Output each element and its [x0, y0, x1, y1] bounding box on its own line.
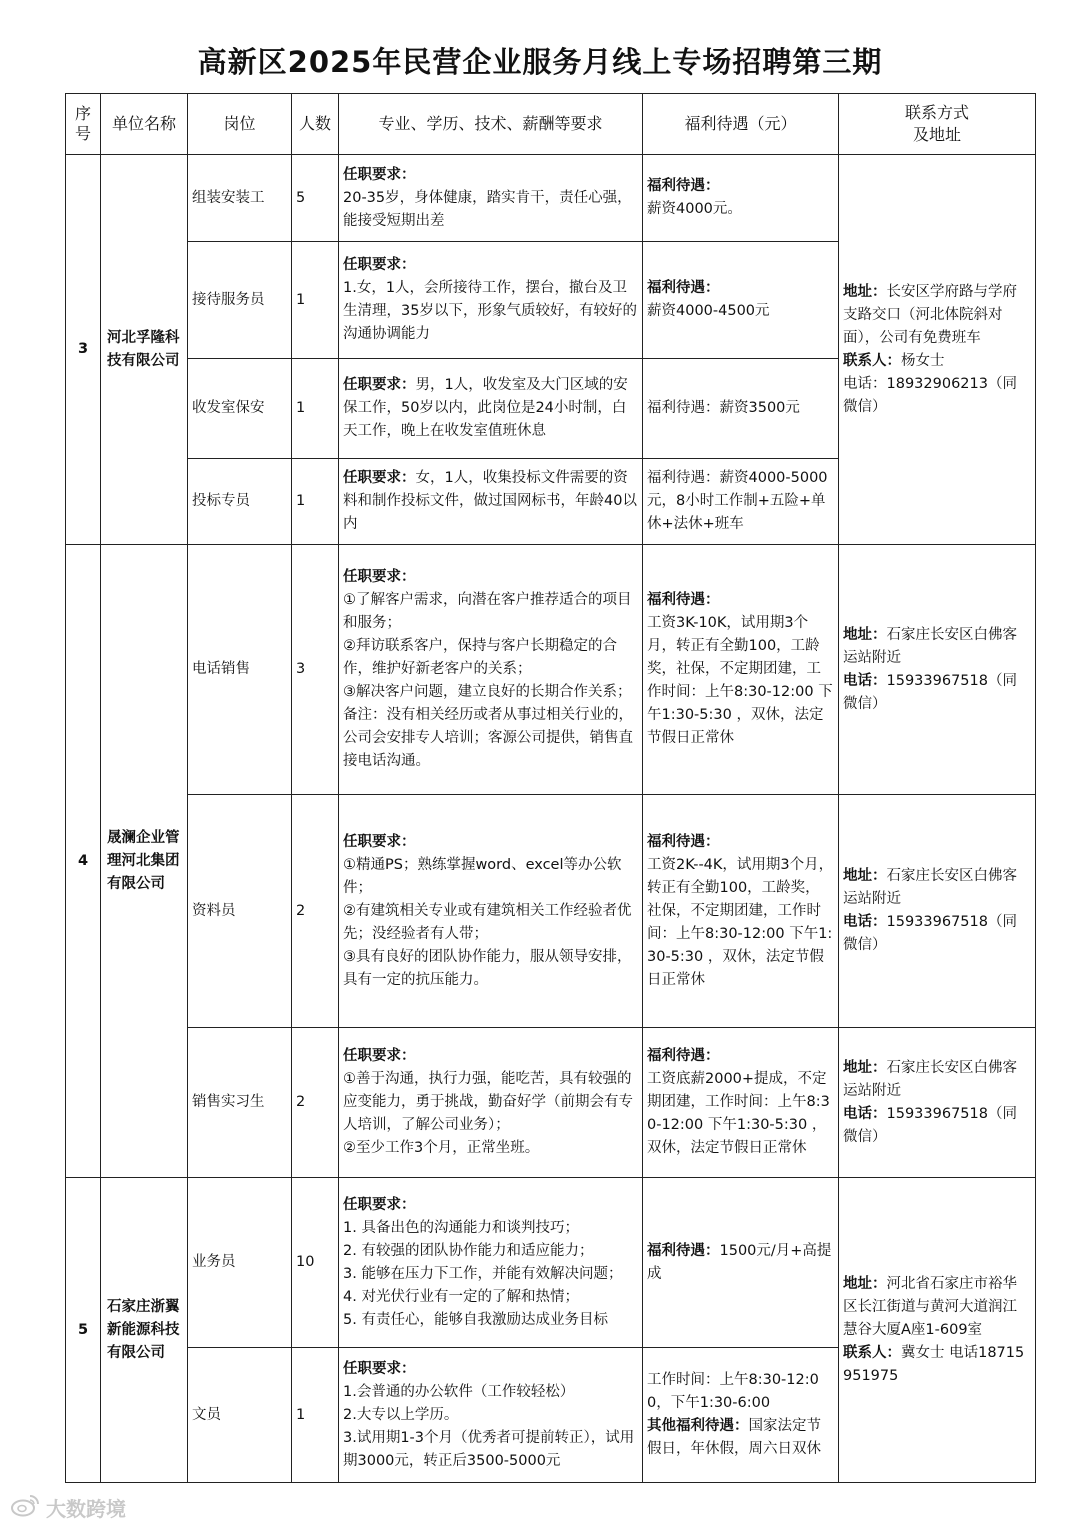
- ben-text: 薪资4000-4500元: [647, 303, 770, 319]
- header-row: [66, 94, 1036, 155]
- count-cell: 2: [292, 1028, 339, 1178]
- position-cell: 销售实习生: [188, 1028, 292, 1178]
- ben-text: 1500元/月+高提成: [647, 1242, 832, 1282]
- req-line: ①了解客户需求，向潜在客户推荐适合的项目和服务；: [343, 592, 632, 631]
- requirements-cell: [339, 795, 643, 1028]
- req-line: 1.会普通的办公软件（工作较轻松）: [343, 1383, 575, 1400]
- req-line: 1. 具备出色的沟通能力和谈判技巧；: [343, 1219, 579, 1236]
- header-contact-line1: 联系方式: [904, 103, 969, 122]
- requirements-cell: [339, 1028, 643, 1178]
- benefits-cell: 福利待遇：薪资3500元: [643, 359, 839, 459]
- req-line: ③解决客户问题，建立良好的长期合作关系；: [343, 684, 632, 700]
- ben-text: 工资3K-10K，试用期3个月，转正有全勤100，工龄奖，社保，不定期团建，工作时间：上午8:30-12:00 下午1:30-5:30 ，双休，法定节假日正常休: [647, 615, 833, 746]
- req-line: ①善于沟通，执行力强，能吃苦，具有较强的应变能力，勇于挑战，勤奋好学（前期会有专人培训，了解公司业务）；: [343, 1071, 633, 1133]
- req-inline: 女，1人，收集投标文件需要的资料和制作投标文件，做过国网标书，年龄40以内: [343, 470, 637, 532]
- req-label: 任职要求：: [343, 166, 416, 183]
- req-line: 5. 有责任心，能够自我激励达成业务目标: [343, 1311, 608, 1328]
- contact-person: 联系人：杨女士: [843, 352, 945, 369]
- table-row: [66, 1178, 1036, 1348]
- table-row: [66, 795, 1036, 1028]
- contact-address: 地址：长安区学府路与学府支路交口（河北体院斜对面），公司有免费班车: [843, 283, 1017, 346]
- benefits-cell: [643, 242, 839, 359]
- count-cell: 3: [292, 545, 339, 795]
- ben-tail: 其他福利待遇：国家法定节假日，年休假，周六日双休: [647, 1418, 821, 1457]
- benefits-cell: [643, 795, 839, 1028]
- req-line: ③具有良好的团队协作能力，服从领导安排，具有一定的抗压能力。: [343, 948, 632, 988]
- ben-text: 工资2K--4K，试用期3个月，转正有全勤100，工龄奖，社保，不定期团建，工作时间：上午8:30-12:00 下午1:30-5:30 ，双休，法定节假日正常休: [647, 856, 834, 988]
- company-name: 河北孚隆科技有限公司: [101, 155, 188, 545]
- count-cell: 10: [292, 1178, 339, 1348]
- contact-phone: 电话：15933967518（同微信）: [843, 914, 1017, 953]
- row-number: 4: [66, 545, 101, 1178]
- req-line: 3.试用期1-3个月（优秀者可提前转正），试用期3000元，转正后3500-5000元: [343, 1429, 635, 1469]
- requirements-cell: [339, 242, 643, 359]
- requirements-cell: [339, 359, 643, 459]
- count-cell: 1: [292, 459, 339, 545]
- count-cell: 5: [292, 155, 339, 242]
- position-cell: 文员: [188, 1348, 292, 1483]
- benefits-cell: [643, 1028, 839, 1178]
- contact-address: 地址：河北省石家庄市裕华区长江街道与黄河大道润江慧谷大厦A座1-609室: [843, 1275, 1017, 1338]
- requirements-cell: [339, 459, 643, 545]
- contact-cell: [839, 545, 1036, 795]
- company-name: 晟澜企业管理河北集团有限公司: [101, 545, 188, 1178]
- ben-label: 福利待遇：: [647, 280, 720, 296]
- req-label: 任职要求：: [343, 1196, 416, 1213]
- position-cell: 组装安装工: [188, 155, 292, 242]
- weibo-logo-icon: [10, 1493, 40, 1522]
- position-cell: 投标专员: [188, 459, 292, 545]
- req-line: 2.大专以上学历。: [343, 1406, 459, 1423]
- count-cell: 1: [292, 1348, 339, 1483]
- count-cell: 1: [292, 359, 339, 459]
- ben-label: 福利待遇：: [647, 1048, 720, 1064]
- req-line: ②拜访联系客户，保持与客户长期稳定的合作，维护好新老客户的关系；: [343, 638, 617, 677]
- row-number: 5: [66, 1178, 101, 1483]
- header-position: 岗位: [188, 94, 292, 155]
- header-benefits: 福利待遇（元）: [643, 94, 839, 155]
- requirements-cell: [339, 545, 643, 795]
- recruitment-table: [65, 93, 1036, 1483]
- ben-text: 工资底薪2000+提成，不定期团建，工作时间：上午8:30-12:00 下午1:30-5:30 ，双休，法定节假日正常休: [647, 1071, 830, 1156]
- contact-phone: 电话：15933967518（同微信）: [843, 1105, 1017, 1145]
- position-cell: 接待服务员: [188, 242, 292, 359]
- table-row: [66, 155, 1036, 242]
- req-label: 任职要求：: [343, 569, 416, 585]
- header-count: 人数: [292, 94, 339, 155]
- contact-cell: [839, 1178, 1036, 1483]
- req-line: ②有建筑相关专业或有建筑相关工作经验者优先；没经验者有人带；: [343, 902, 632, 942]
- ben-text: 薪资4000元。: [647, 201, 742, 217]
- req-line: 20-35岁，身体健康，踏实肯干，责任心强，能接受短期出差: [343, 189, 632, 229]
- ben-label: 福利待遇：: [647, 1242, 720, 1259]
- benefits-cell: [643, 1178, 839, 1348]
- benefits-cell: [643, 1348, 839, 1483]
- watermark: [10, 1493, 126, 1521]
- contact-cell: [839, 155, 1036, 545]
- req-line: 3. 能够在压力下工作，并能有效解决问题；: [343, 1265, 623, 1282]
- table-row: [66, 1028, 1036, 1178]
- contact-address: 地址：石家庄长安区白佛客运站附近: [843, 1059, 1017, 1099]
- req-line: ①精通PS；熟练掌握word、excel等办公软件；: [343, 856, 622, 896]
- position-cell: 收发室保安: [188, 359, 292, 459]
- req-label: 任职要求：: [343, 377, 416, 393]
- benefits-cell: [643, 155, 839, 242]
- requirements-cell: [339, 1178, 643, 1348]
- req-inline: 男，1人，收发室及大门区域的安保工作，50岁以内，此岗位是24小时制，白天工作，晚上在收发室值班休息: [343, 377, 628, 439]
- req-label: 任职要求：: [343, 470, 416, 486]
- req-line: 1.女，1人，会所接待工作，摆台，撤台及卫生清理，35岁以下，形象气质较好，有较好的沟通协调能力: [343, 280, 637, 342]
- header-contact: [839, 94, 1036, 155]
- contact-cell: [839, 795, 1036, 1028]
- position-cell: 业务员: [188, 1178, 292, 1348]
- requirements-cell: [339, 155, 643, 242]
- contact-phone: 电话：15933967518（同微信）: [843, 672, 1017, 712]
- header-contact-line2: 及地址: [912, 125, 961, 144]
- req-label: 任职要求：: [343, 833, 416, 850]
- contact-phone: 电话：18932906213（同微信）: [843, 375, 1017, 415]
- contact-address: 地址：石家庄长安区白佛客运站附近: [843, 626, 1017, 666]
- req-line: ②至少工作3个月，正常坐班。: [343, 1140, 540, 1156]
- requirements-cell: [339, 1348, 643, 1483]
- company-name: 石家庄浙翼新能源科技有限公司: [101, 1178, 188, 1483]
- benefits-cell: 福利待遇：薪资4000-5000元，8小时工作制+五险+单休+法休+班车: [643, 459, 839, 545]
- benefits-cell: [643, 545, 839, 795]
- ben-label: 福利待遇：: [647, 592, 720, 608]
- ben-label: 福利待遇：: [647, 833, 720, 850]
- row-number: 3: [66, 155, 101, 545]
- header-no: 序号: [66, 94, 101, 155]
- contact-person: 联系人：冀女士 电话18715951975: [843, 1344, 1025, 1384]
- req-line: 2. 有较强的团队协作能力和适应能力；: [343, 1242, 594, 1259]
- count-cell: 1: [292, 242, 339, 359]
- count-cell: 2: [292, 795, 339, 1028]
- contact-cell: [839, 1028, 1036, 1178]
- ben-text: 工作时间：上午8:30-12:00，下午1:30-6:00: [647, 1372, 819, 1411]
- ben-label: 福利待遇：: [647, 178, 720, 194]
- req-label: 任职要求：: [343, 1360, 416, 1377]
- req-label: 任职要求：: [343, 257, 416, 273]
- position-cell: 电话销售: [188, 545, 292, 795]
- req-line: 4. 对光伏行业有一定的了解和热情；: [343, 1288, 579, 1305]
- position-cell: 资料员: [188, 795, 292, 1028]
- req-line: 备注：没有相关经历或者从事过相关行业的，公司会安排专人培训；客源公司提供，销售直接电话沟通。: [343, 707, 633, 769]
- req-label: 任职要求：: [343, 1048, 416, 1064]
- header-company: 单位名称: [101, 94, 188, 155]
- header-requirements: 专业、学历、技术、薪酬等要求: [339, 94, 643, 155]
- contact-address: 地址：石家庄长安区白佛客运站附近: [843, 868, 1017, 907]
- page-title: 高新区2025年民营企业服务月线上专场招聘第三期: [197, 45, 883, 79]
- table-row: [66, 545, 1036, 795]
- watermark-text: 大数跨境: [46, 1496, 126, 1521]
